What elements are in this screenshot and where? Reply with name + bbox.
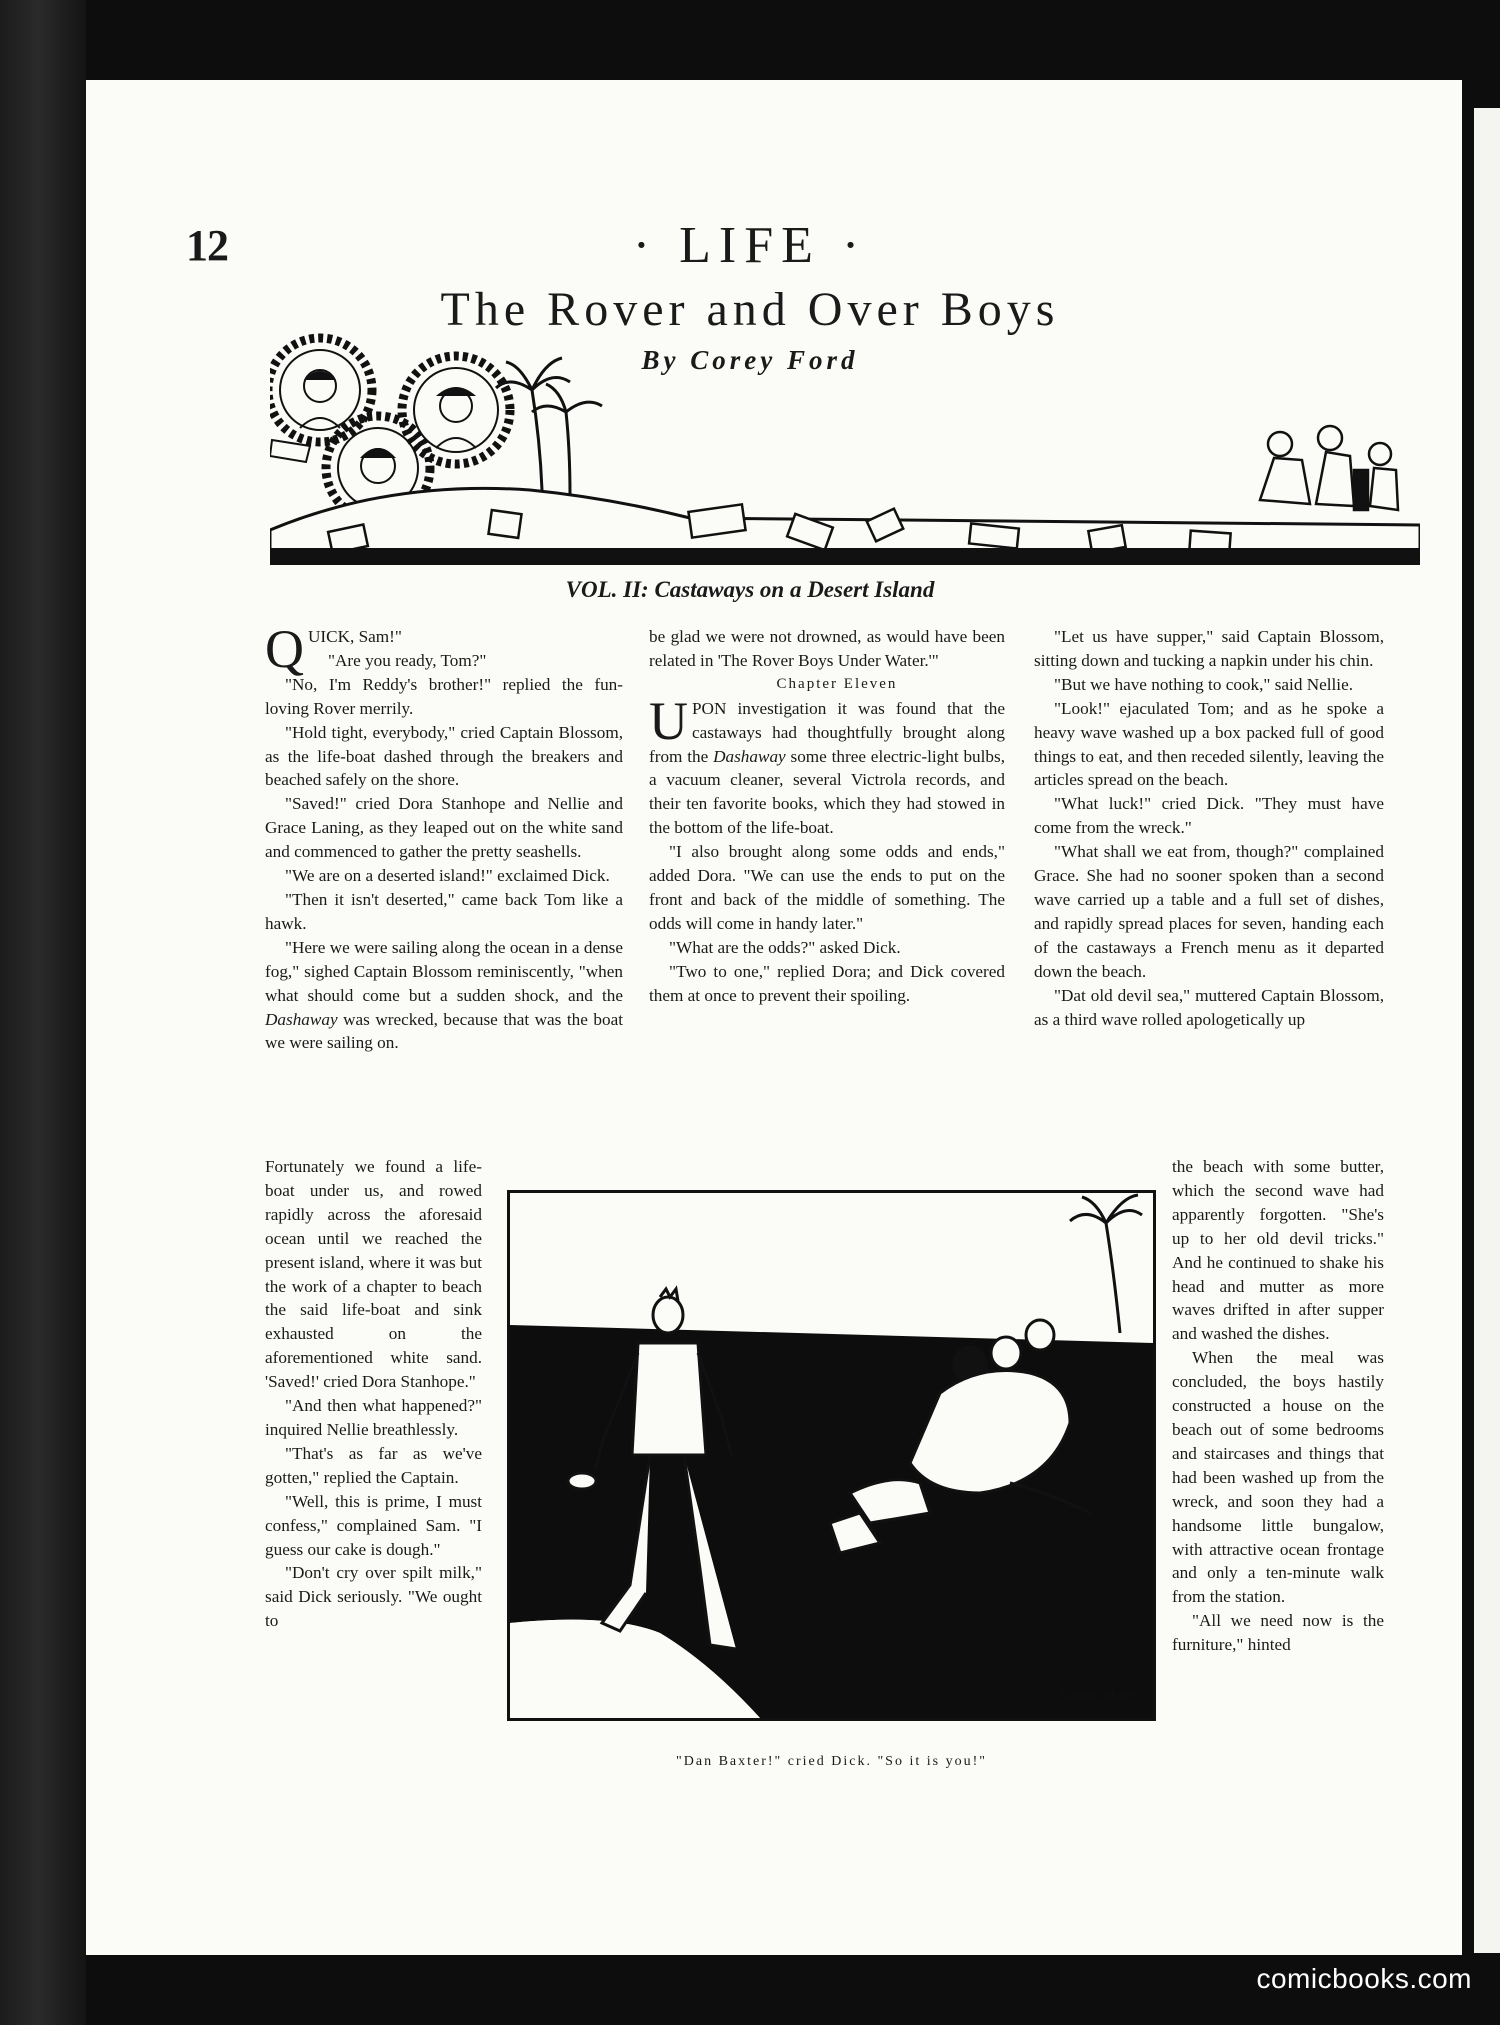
source-watermark: comicbooks.com [1256, 1963, 1472, 1994]
drop-cap: Q [265, 619, 304, 679]
palm-tree [1070, 1195, 1142, 1333]
column-3 [1034, 625, 1384, 1031]
column-1 [265, 619, 623, 1055]
story-title: The Rover and Over Boys [440, 283, 1060, 336]
paragraph: "Two to one," replied Dora; and Dick covered them at once to prevent their spoiling. [649, 961, 1005, 1005]
artist-signature: Gluyas Williams [1060, 1689, 1140, 1701]
illustration-caption: "Dan Baxter!" cried Dick. "So it is you!" [676, 1754, 987, 1769]
paragraph: "Hold tight, everybody," cried Captain Blossom, as the life-boat dashed through the breakers and beached safely on the shore. [265, 722, 623, 790]
column-3-continued [1172, 1155, 1384, 1657]
ship-name: Dashaway [713, 746, 786, 766]
portrait-wreath-1 [270, 338, 372, 442]
shore-band [270, 548, 1420, 565]
drop-cap: U [649, 690, 688, 751]
ribbon-banner [270, 440, 310, 462]
paragraph: "Don't cry over spilt milk," said Dick seriously. "We ought to [265, 1563, 482, 1631]
paragraph: "That's as far as we've gotten," replied the Captain. [265, 1443, 482, 1487]
paragraph: "Look!" ejaculated Tom; and as he spoke a heavy wave washed up a box packed full of good things to eat, and then receded silently, leaving the articles spread on the beach. [1034, 698, 1384, 790]
paragraph: "What shall we eat from, though?" complained Grace. She had no sooner spoken than a second wave carried up a table and a full set of dishes, and rapidly spread places for seven, handing each of the castaways a French menu as it departed down the beach. [1034, 842, 1384, 981]
paragraph-text: was wrecked, because that was the boat we were sailing on. [265, 1009, 623, 1053]
header-illustration [270, 320, 1420, 565]
volume-heading: VOL. II: Castaways on a Desert Island [565, 577, 935, 602]
paragraph: Fortunately we found a life-boat under us, and rowed rapidly across the aforesaid ocean until we reached the present island, where it was but the work of a chapter to beach the said life-boat and sink exhausted on the aforementioned white sand. 'Saved!' cried Dora Stanhope." [265, 1157, 482, 1392]
ship-name: Dashaway [265, 1009, 338, 1029]
paragraph: be glad we were not drowned, as would have been related in 'The Rover Boys Under Water.'" [649, 627, 1005, 670]
paragraph: "What luck!" cried Dick. "They must have come from the wreck." [1034, 794, 1384, 838]
paragraph [265, 936, 623, 1056]
paragraph: "All we need now is the furniture," hinted [1172, 1611, 1384, 1655]
castaways-group [1260, 426, 1398, 510]
paragraph: the beach with some butter, which the second wave had apparently forgotten. "She's up to her old devil tricks." And he continued to shake his head and mutter as more waves drifted in after supper and washed the dishes. [1172, 1157, 1384, 1344]
paragraph: "Saved!" cried Dora Stanhope and Nellie and Grace Laning, as they leaped out on the white sand and commenced to gather the pretty seashells. [265, 794, 623, 862]
paragraph [649, 690, 1005, 840]
cartoon-illustration [507, 1190, 1156, 1721]
paragraph: "What are the odds?" asked Dick. [669, 937, 901, 957]
paragraph-text: UICK, Sam!" [308, 627, 402, 646]
byline: By Corey Ford [641, 345, 859, 375]
paragraph: "Then it isn't deserted," came back Tom like a hawk. [265, 889, 623, 933]
page-number: 12 [186, 221, 228, 270]
paragraph-text: some three electric-light bulbs, a vacuum cleaner, several Victrola records, and their ten favorite books, which they had stowed in the bottom of the life-boat. [649, 746, 1005, 838]
palm-trees [496, 358, 602, 495]
column-2 [649, 625, 1005, 1008]
paragraph: "And then what happened?" inquired Nellie breathlessly. [265, 1396, 482, 1439]
paragraph: When the meal was concluded, the boys hastily constructed a house on the beach out of some bedrooms and staircases and things that had been washed up from the wreck, and soon they had a handsome little bungalow, with attractive ocean frontage and only a ten-minute walk from the station. [1172, 1348, 1384, 1607]
column-1-continued [265, 1155, 482, 1633]
paragraph-text: PON investigation it was found that the castaways had thoughtfully brought along from the [649, 698, 1005, 766]
paragraph-text: "Here we were sailing along the ocean in a dense fog," sighed Captain Blossom reminiscently, "when what should come but a sudden shock, and the [265, 937, 623, 1005]
paragraph: "No, I'm Reddy's brother!" replied the fun-loving Rover merrily. [265, 674, 623, 718]
portrait-wreath-3 [402, 356, 510, 464]
chapter-heading: Chapter Eleven [776, 675, 898, 692]
paragraph: "Well, this is prime, I must confess," complained Sam. "I guess our cake is dough." [265, 1491, 482, 1559]
magazine-title: · LIFE · [632, 217, 868, 274]
adjacent-page-edge [1474, 108, 1500, 1953]
paragraph: "Dat old devil sea," muttered Captain Blossom, as a third wave rolled apologetically up [1034, 985, 1384, 1029]
paragraph: "Let us have supper," said Captain Blossom, sitting down and tucking a napkin under his chin. [1034, 627, 1384, 670]
paragraph: "I also brought along some odds and ends," added Dora. "We can use the ends to put on the front and back of the middle of something. The odds will come in handy later." [649, 842, 1005, 933]
paragraph: "We are on a deserted island!" exclaimed Dick. [285, 866, 610, 886]
paragraph: "But we have nothing to cook," said Nellie. [1054, 674, 1354, 694]
paragraph: "Are you ready, Tom?" [328, 650, 487, 670]
